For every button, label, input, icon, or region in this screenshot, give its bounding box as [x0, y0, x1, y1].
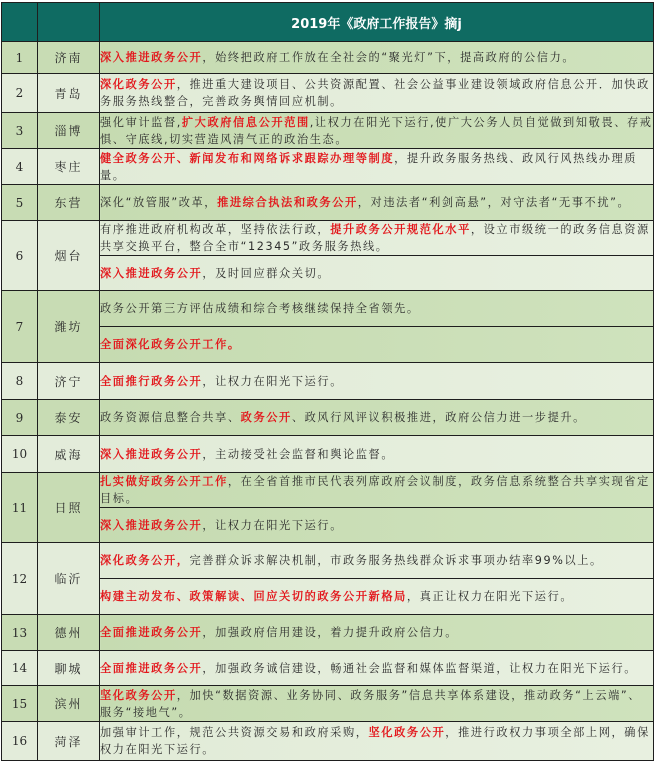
table-row — [2, 363, 654, 400]
text-plain-after: ，加强政府信用建设，着力提升政府公信力。 — [202, 626, 459, 639]
summary-text — [100, 42, 654, 74]
text-highlight: 提升政务公开规范化水平 — [330, 223, 471, 236]
row-number: 9 — [2, 400, 38, 436]
summary-text — [100, 686, 654, 722]
summary-text — [100, 579, 654, 615]
text-highlight: 深入推进政务公开 — [100, 518, 203, 532]
table-row — [2, 651, 654, 686]
city-name: 潍坊 — [38, 291, 100, 363]
city-name: 日照 — [38, 473, 100, 543]
row-number: 2 — [2, 74, 38, 113]
text-highlight: 健全政务公开、新闻发布和网络诉求跟踪办理等制度 — [100, 151, 395, 165]
summary-text — [100, 651, 654, 686]
row-number: 13 — [2, 615, 38, 651]
text-plain-before: 深化“放管服”改革， — [100, 196, 218, 209]
row-number: 15 — [2, 686, 38, 722]
text-highlight: 坚化政务公开 — [368, 726, 446, 739]
text-highlight: 深化政务公开， — [100, 554, 190, 567]
table-row — [2, 221, 654, 256]
table-row — [2, 508, 654, 543]
text-plain-before: 政务资源信息整合共享、 — [100, 411, 241, 424]
table-row — [2, 615, 654, 651]
summary-text — [100, 436, 654, 473]
city-name: 青岛 — [38, 74, 100, 113]
text-plain-after: ，在全省首推市民代表列席政府会议制度，政务信息系统整合共享实现省定目标。 — [100, 475, 650, 505]
summary-text — [100, 543, 654, 579]
text-plain-after: ，让权力在阳光下运行。 — [202, 374, 343, 388]
city-name: 临沂 — [38, 543, 100, 615]
table-row — [2, 113, 654, 149]
text-plain-after: ，设立市级统一的政务信息资源共享交换平台，整合全市“12345”政务服务热线。 — [100, 223, 650, 253]
summary-text — [100, 149, 654, 185]
text-plain-after: ，让权力在阳光下运行。 — [202, 518, 343, 532]
city-name: 泰安 — [38, 400, 100, 436]
table-row — [2, 436, 654, 473]
gov-report-summary-table — [1, 2, 654, 761]
header-city-cell — [38, 3, 100, 42]
city-name: 菏泽 — [38, 722, 100, 761]
table-row — [2, 256, 654, 291]
header-row — [2, 3, 654, 42]
row-number: 5 — [2, 185, 38, 221]
text-highlight: 深入推进政务公开 — [100, 447, 203, 461]
table-row — [2, 543, 654, 579]
city-name: 威海 — [38, 436, 100, 473]
text-plain-before: 加强审计工作，规范公共资源交易和政府采购， — [100, 726, 369, 739]
row-number: 16 — [2, 722, 38, 761]
text-highlight: 构建主动发布、政策解读、回应关切的政务公开新格局 — [100, 590, 407, 603]
table-row — [2, 722, 654, 761]
text-plain-before: 政务公开第三方评估成绩和综合考核继续保持全省领先。 — [100, 302, 420, 315]
summary-text — [100, 400, 654, 436]
text-plain-after: ，加快“数据资源、业务协同、政务服务”信息共享体系建设，推动政务“上云端”、服务“接地气”。 — [100, 688, 642, 719]
summary-text — [100, 221, 654, 256]
table-row — [2, 473, 654, 508]
row-number: 10 — [2, 436, 38, 473]
city-name: 德州 — [38, 615, 100, 651]
summary-text — [100, 363, 654, 400]
text-highlight: 深入推进政务公开 — [100, 266, 203, 280]
summary-text — [100, 615, 654, 651]
text-plain-before: 强化审计监督, — [100, 115, 182, 129]
table-row — [2, 400, 654, 436]
text-plain-after: ，及时回应群众关切。 — [202, 266, 331, 280]
summary-text — [100, 722, 654, 761]
row-number: 3 — [2, 113, 38, 149]
table-row — [2, 42, 654, 74]
table-row — [2, 149, 654, 185]
summary-text — [100, 74, 654, 113]
text-plain-after: 、政风行风评议积极推进，政府公信力进一步提升。 — [291, 411, 586, 424]
text-plain-after: ，推进重大建设项目、公共资源配置、社会公益事业建设领域政府信息公开．加快政务服务热线整合，完善政务舆情回应机制。 — [100, 78, 650, 108]
text-highlight: 坚化政务公开 — [100, 688, 177, 702]
text-plain-after: ，加强政务诚信建设，畅通社会监督和媒体监督渠道，让权力在阳光下运行。 — [202, 661, 638, 675]
text-highlight: 推进综合执法和政务公开 — [217, 196, 358, 209]
city-name: 滨州 — [38, 686, 100, 722]
text-plain-after: ，主动接受社会监督和舆论监督。 — [202, 447, 395, 461]
row-number: 6 — [2, 221, 38, 291]
summary-text — [100, 185, 654, 221]
row-number: 11 — [2, 473, 38, 543]
text-highlight: 全面深化政务公开工作。 — [100, 338, 241, 351]
text-highlight: 深入推进政务公开 — [100, 51, 203, 64]
row-number: 1 — [2, 42, 38, 74]
table-row — [2, 686, 654, 722]
header-num-cell — [2, 3, 38, 42]
text-plain-after: ，推进行政权力事项全部上网，确保权力在阳光下运行。 — [100, 726, 650, 756]
row-number: 8 — [2, 363, 38, 400]
city-name: 聊城 — [38, 651, 100, 686]
text-plain-after: ，始终把政府工作放在全社会的“聚光灯”下，提高政府的公信力。 — [202, 51, 576, 64]
text-plain-before: 有序推进政府机构改革，坚持依法行政， — [100, 223, 331, 236]
text-plain-after: ，真正让权力在阳光下运行。 — [406, 590, 574, 603]
row-number: 12 — [2, 543, 38, 615]
text-highlight: 全面推行政务公开 — [100, 374, 203, 388]
summary-text — [100, 508, 654, 543]
table-body — [2, 42, 654, 761]
text-plain-after: ，提升政务服务热线、政风行风热线办理质量。 — [100, 151, 638, 182]
summary-text — [100, 473, 654, 508]
row-number: 14 — [2, 651, 38, 686]
city-name: 淄博 — [38, 113, 100, 149]
city-name: 济宁 — [38, 363, 100, 400]
table-row — [2, 327, 654, 363]
text-highlight: 深化政务公开 — [100, 78, 177, 91]
text-plain-after: 完善群众诉求解决机制，市政务服务热线群众诉求事项办结率99%以上。 — [189, 554, 603, 567]
city-name: 烟台 — [38, 221, 100, 291]
summary-text — [100, 113, 654, 149]
text-highlight: 政务公开 — [240, 411, 292, 424]
city-name: 济南 — [38, 42, 100, 74]
table-row — [2, 185, 654, 221]
text-plain-after: ，对违法者“利剑高悬”，对守法者“无事不扰”。 — [357, 196, 631, 209]
table-row — [2, 291, 654, 327]
summary-text — [100, 256, 654, 291]
text-highlight: 全面推进政务公开 — [100, 661, 203, 675]
text-highlight: 扩大政府信息公开范围 — [181, 115, 310, 129]
row-number: 4 — [2, 149, 38, 185]
summary-text — [100, 327, 654, 363]
text-highlight: 全面推进政务公开 — [100, 626, 203, 639]
header-title: 2019年《政府工作报告》摘j — [100, 3, 654, 42]
city-name: 东营 — [38, 185, 100, 221]
city-name: 枣庄 — [38, 149, 100, 185]
table-row — [2, 579, 654, 615]
row-number: 7 — [2, 291, 38, 363]
text-plain-after: ,让权力在阳光下运行,使广大公务人员自觉做到知敬畏、存戒惧、守底线,切实营造风清气正的政治生态。 — [100, 115, 653, 146]
text-highlight: 扎实做好政务公开工作 — [100, 475, 228, 488]
summary-text — [100, 291, 654, 327]
table-row — [2, 74, 654, 113]
